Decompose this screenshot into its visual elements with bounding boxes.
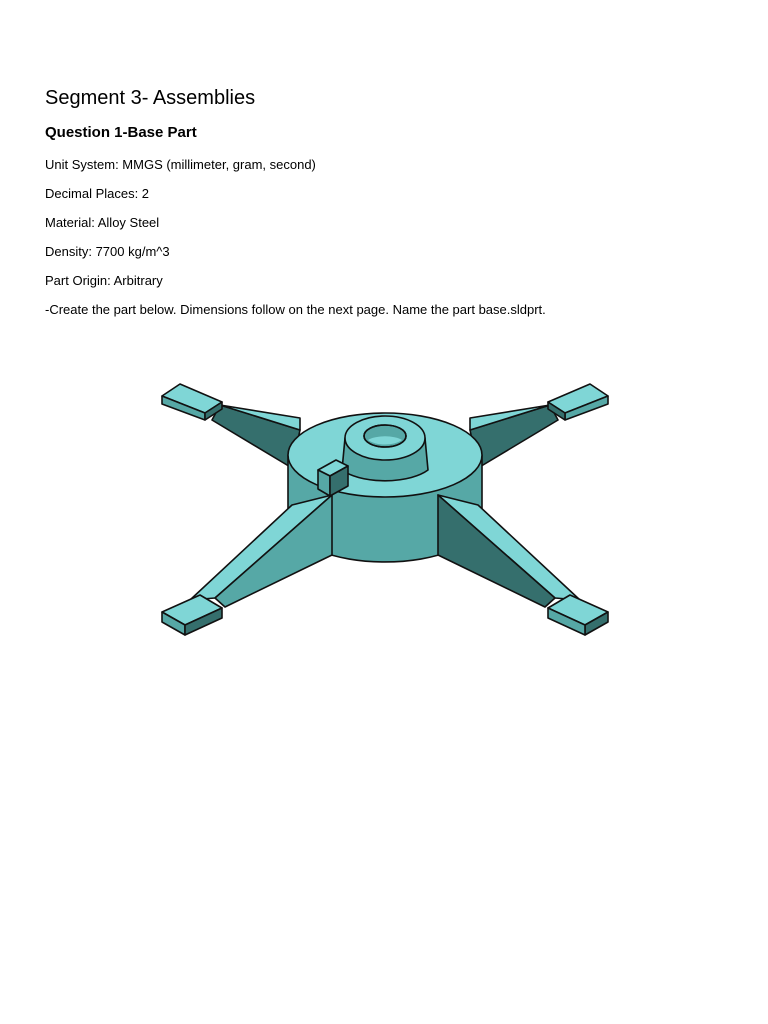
arm-front-right	[438, 495, 608, 635]
arm-front-left	[162, 495, 332, 635]
instructions-line: -Create the part below. Dimensions follow on the next page. Name the part base.sldprt.	[45, 302, 546, 317]
hub-cone	[342, 416, 428, 481]
arm-back-right	[470, 384, 608, 468]
unit-system-line: Unit System: MMGS (millimeter, gram, second)	[45, 157, 316, 172]
arm-back-left	[162, 384, 300, 468]
page-title: Segment 3- Assemblies	[45, 87, 256, 109]
material-line: Material: Alloy Steel	[45, 215, 160, 230]
decimal-places-line: Decimal Places: 2	[45, 186, 150, 201]
cad-base-part-drawing	[150, 370, 620, 650]
question-title: Question 1-Base Part	[45, 124, 197, 141]
part-origin-line: Part Origin: Arbitrary	[45, 273, 163, 288]
density-line: Density: 7700 kg/m^3	[45, 244, 170, 259]
